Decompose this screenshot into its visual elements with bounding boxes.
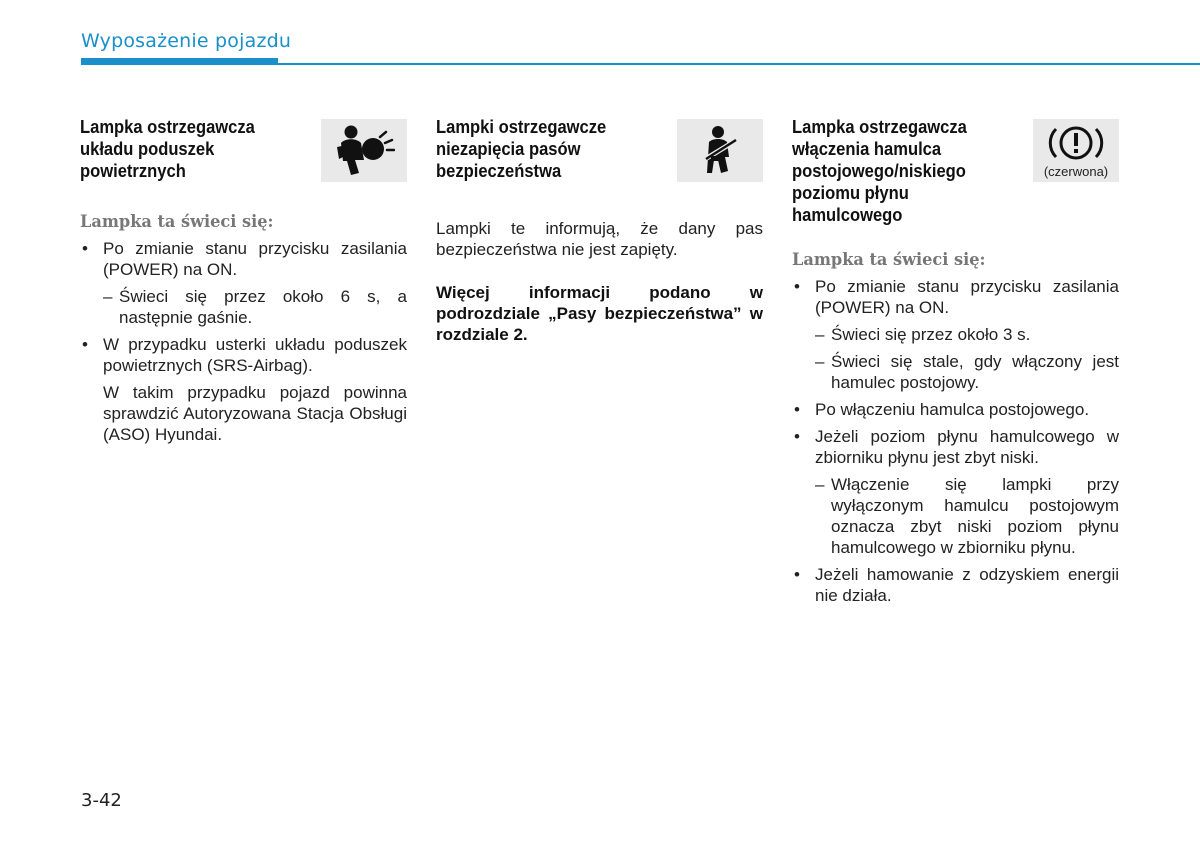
airbag-warning-icon [321,119,407,182]
parking-brake-column [792,116,1119,612]
airbag-column [80,116,407,451]
sub-item-text: Świeci się przez około 3 s. [831,325,1031,344]
list-item [792,426,1119,558]
list-item-text: Po zmianie stanu przycisku zasilania (POWER) na ON. [103,239,407,279]
condition-list [792,276,1119,606]
reference-paragraph: Więcej informacji podano w podrozdziale „Pasy bezpieczeństwa” w rozdziale 2. [436,283,763,344]
list-item [792,276,1119,393]
lamp-heading: Lampka ta świeci się: [80,212,274,232]
bullet-glyph: • [794,400,800,419]
icon-caption: (czerwona) [1043,163,1109,179]
sub-item [815,351,1119,393]
sub-item-text: Świeci się stale, gdy włączony jest hamulec postojowy. [831,352,1119,392]
list-item [792,564,1119,606]
dash-glyph: – [815,325,825,344]
section-title: Wyposażenie pojazdu [81,30,292,52]
bullet-glyph: • [82,335,88,354]
column-header [80,116,407,188]
bullet-glyph: • [794,565,800,584]
dash-glyph: – [815,475,825,494]
list-item-text: Jeżeli poziom płynu hamulcowego w zbiorniku płynu jest zbyt niski. [815,427,1119,467]
page-number: 3-42 [81,790,122,811]
info-paragraph: Lampki te informują, że dany pas bezpieczeństwa nie jest zapięty. [436,219,763,259]
sub-item [815,324,1119,345]
column-header [792,116,1119,226]
bullet-glyph: • [794,277,800,296]
list-item-text: Po zmianie stanu przycisku zasilania (POWER) na ON. [815,277,1119,317]
sub-item [815,474,1119,558]
dash-glyph: – [103,287,113,306]
sub-item-text: Świeci się przez około 6 s, a następnie gaśnie. [119,287,407,327]
lamp-heading: Lampka ta świeci się: [792,250,986,270]
condition-list [80,238,407,445]
list-item-note: W takim przypadku pojazd powinna sprawdzić Autoryzowana Stacja Obsługi (ASO) Hyundai. [103,383,407,444]
header-accent-bar [81,58,278,65]
list-item [80,238,407,328]
list-item-text: Jeżeli hamowanie z odzyskiem energii nie działa. [815,565,1119,605]
sub-item [103,286,407,328]
column-title: Lampki ostrzegawcze niezapięcia pasów bezpieczeństwa [436,117,607,181]
bullet-glyph: • [794,427,800,446]
seatbelt-warning-icon [677,119,763,182]
list-item [792,399,1119,420]
seatbelt-column [436,116,763,345]
bullet-glyph: • [82,239,88,258]
dash-glyph: – [815,352,825,371]
column-header [436,116,763,188]
list-item-text: W przypadku usterki układu poduszek powietrznych (SRS-Airbag). [103,335,407,375]
column-title: Lampka ostrzegawcza układu poduszek powietrznych [80,117,255,181]
column-title: Lampka ostrzegawcza włączenia hamulca postojowego/niskiego poziomu płynu hamulcowego [792,117,967,225]
sub-item-text: Włączenie się lampki przy wyłączonym hamulcu postojowym oznacza zbyt niski poziom płynu hamulcowego w zbiorniku płynu. [831,475,1119,557]
list-item [80,334,407,445]
list-item-text: Po włączeniu hamulca postojowego. [815,400,1090,419]
parking-brake-warning-icon [1033,119,1119,182]
